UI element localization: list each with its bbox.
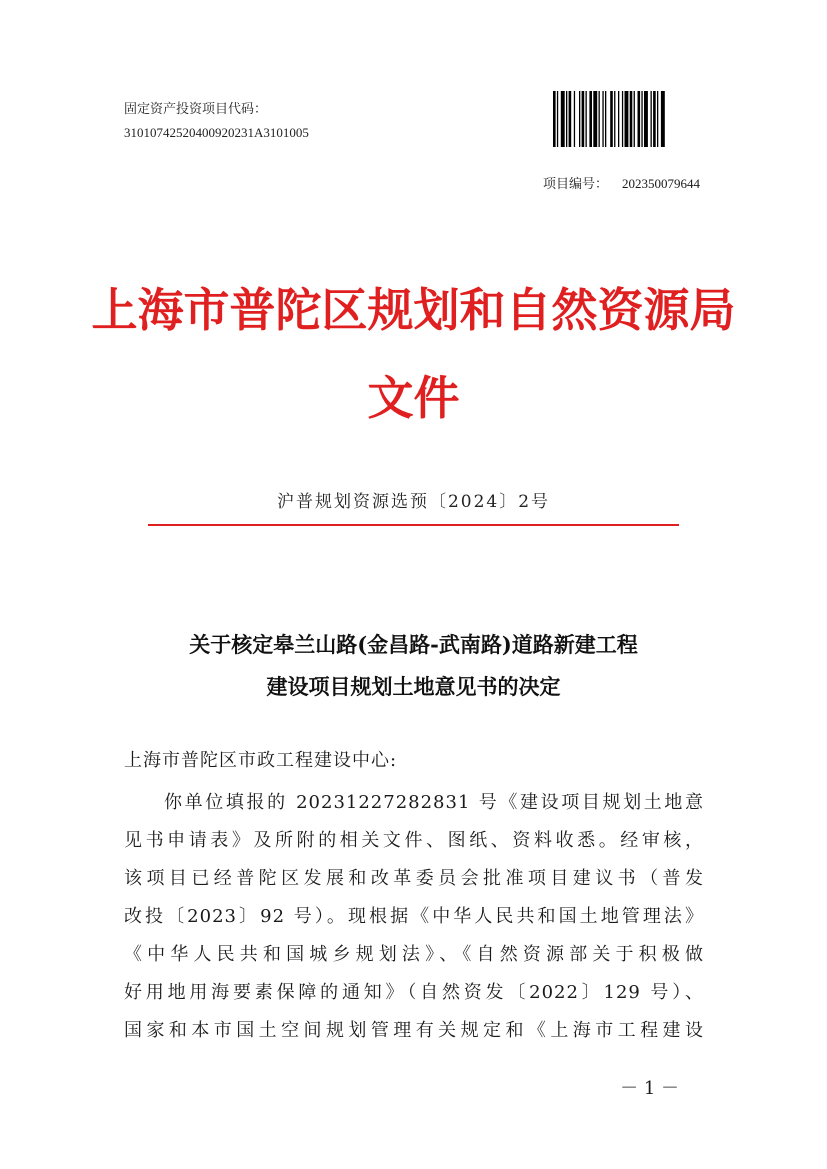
project-number <box>543 173 700 192</box>
document-number: 沪普规划资源选预〔2024〕2号 <box>276 492 551 512</box>
barcode-image <box>553 91 699 147</box>
page-number: － 1 － <box>620 1078 679 1099</box>
body-line: 好用地用海要素保障的通知》（自然资发〔2022〕129 号）、 <box>124 982 704 1003</box>
salutation: 上海市普陀区市政工程建设中心: <box>124 750 398 771</box>
body-line: 改投〔2023〕92 号）。现根据《中华人民共和国土地管理法》 <box>124 906 704 927</box>
agency-title: 上海市普陀区规划和自然资源局 <box>91 283 736 337</box>
document-type-title: 文件 <box>367 371 460 425</box>
project-number-label: 项目编号： <box>542 177 608 192</box>
red-divider <box>148 524 679 526</box>
investment-code-label: 固定资产投资项目代码： <box>124 102 268 117</box>
body-line: 《中华人民共和国城乡规划法》、《自然资源部关于积极做 <box>124 944 704 965</box>
subject-line-2: 建设项目规划土地意见书的决定 <box>266 674 561 699</box>
project-number-value: 202350079644 <box>622 176 700 191</box>
subject-line-1: 关于核定皋兰山路(金昌路-武南路)道路新建工程 <box>189 632 638 657</box>
investment-code: 31010742520400920231A3101005 <box>124 125 309 140</box>
body-line: 国家和本市国土空间规划管理有关规定和《上海市工程建设 <box>124 1020 704 1041</box>
body-line: 见书申请表》及所附的相关文件、图纸、资料收悉。经审核， <box>124 830 704 851</box>
body-line: 该项目已经普陀区发展和改革委员会批准项目建议书（普发 <box>124 868 704 889</box>
body-line: 你单位填报的 20231227282831 号《建设项目规划土地意 <box>164 792 704 813</box>
